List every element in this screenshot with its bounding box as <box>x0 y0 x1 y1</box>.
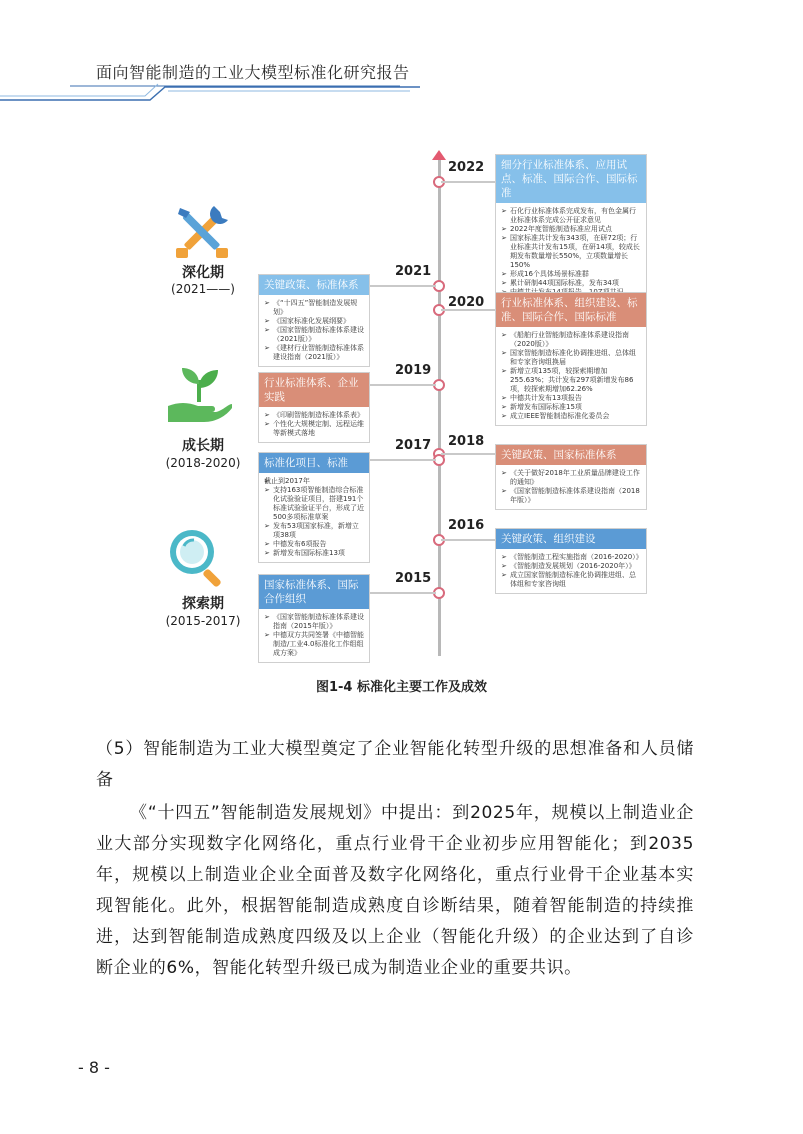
list-item: ➢ 《国家智能制造标准体系建设（2021版）》 <box>264 326 364 344</box>
box-2018 <box>495 444 647 510</box>
box-2021-list <box>259 295 369 366</box>
box-2019 <box>258 372 370 443</box>
list-item: ➢ 形成16个具体场景标准群 <box>501 270 641 279</box>
list-item: ➢ 国家标准共计发布343项，在研72项；行业标准共计发布15项，在研14项，较成长期发布数量增长550%，立项数量增长150% <box>501 234 641 270</box>
magnifier-icon <box>164 524 230 590</box>
timeline-arrow-icon <box>432 150 446 160</box>
list-item: ➢ 石化行业标准体系完成发布，有色金属行业标准体系完成公开征求意见 <box>501 207 641 225</box>
header-rule <box>0 82 803 104</box>
list-item: ➢ 成立国家智能制造标准化协调推进组、总体组和专家咨询组 <box>501 571 641 589</box>
box-2021-title: 关键政策、标准体系 <box>259 275 369 295</box>
list-item: ➢ 中德双方共同签署《中德智能制造/工业4.0标准化工作组组成方案》 <box>264 631 364 658</box>
tools-icon <box>170 200 234 264</box>
list-item: ➢ 《建材行业智能制造标准体系建设指南（2021版）》 <box>264 344 364 362</box>
phase-name-exploration: 探索期 <box>182 596 224 612</box>
box-2022-list <box>496 203 646 301</box>
list-item: ➢ 《“十四五”智能制造发展规划》 <box>264 299 364 317</box>
figure-caption: 图1-4 标准化主要工作及成效 <box>315 680 487 695</box>
box-2018-title: 关键政策、国家标准体系 <box>496 445 646 465</box>
list-item: ➢ 《国家标准化发展纲要》 <box>264 317 364 326</box>
list-item: ➢ 《国家智能制造标准体系建设指南（2018年版）》 <box>501 487 641 505</box>
list-item: ➢ 截止到2017年 <box>264 477 364 486</box>
plant-hand-icon <box>164 362 234 426</box>
year-label-2018: 2018 <box>448 434 485 449</box>
section-heading: （5）智能制造为工业大模型奠定了企业智能化转型升级的思想准备和人员储备 <box>96 739 694 790</box>
list-item: ➢ 《船舶行业智能制造标准体系建设指南（2020版）》 <box>501 331 641 349</box>
list-item: ➢ 累计研制44项国际标准，发布34项 <box>501 279 641 288</box>
box-2016 <box>495 528 647 594</box>
list-item: ➢ 中德共计发布13项报告 <box>501 394 641 403</box>
list-item: ➢ 发布53项国家标准，新增立项38项 <box>264 522 364 540</box>
list-item: ➢ 新增发布国际标准15项 <box>501 403 641 412</box>
box-2017-list <box>259 473 369 562</box>
list-item: ➢ 个性化大规模定制、远程运维等新模式落地 <box>264 420 364 438</box>
phase-range-deepening: (2021——) <box>171 282 235 296</box>
box-2020-title: 行业标准体系、组织建设、标准、国际合作、国际标准 <box>496 293 646 327</box>
list-item: ➢ 支持163项智能制造综合标准化试验验证项目，搭建191个标准试验验证平台，形成了近500多项标准草案 <box>264 486 364 522</box>
box-2019-list <box>259 407 369 442</box>
year-label-2016: 2016 <box>448 518 485 533</box>
connector-2021 <box>368 285 436 287</box>
box-2016-list <box>496 549 646 593</box>
list-item: ➢ 新增发布国际标准13项 <box>264 549 364 558</box>
running-header-title: 面向智能制造的工业大模型标准化研究报告 <box>96 63 410 82</box>
box-2016-title: 关键政策、组织建设 <box>496 529 646 549</box>
list-item: ➢ 新增立项135项，较探索期增加255.63%；共计发布297项新增发布86项，较探索期增加62.26% <box>501 367 641 394</box>
connector-2022 <box>441 181 495 183</box>
box-2020-list <box>496 327 646 425</box>
box-2015-list <box>259 609 369 662</box>
list-item: ➢ 国家智能制造标准化协调推进组、总体组和专家咨询组换届 <box>501 349 641 367</box>
list-item: ➢ 2022年度智能制造标准应用试点 <box>501 225 641 234</box>
phase-name-growth: 成长期 <box>182 438 224 454</box>
list-item: ➢ 《智能制造发展规划（2016-2020年）》 <box>501 562 641 571</box>
box-2019-title: 行业标准体系、企业实践 <box>259 373 369 407</box>
box-2017 <box>258 452 370 563</box>
box-2021 <box>258 274 370 367</box>
connector-2018 <box>441 453 495 455</box>
year-label-2020: 2020 <box>448 295 485 310</box>
connector-2019 <box>368 384 436 386</box>
year-label-2022: 2022 <box>448 160 485 175</box>
phase-range-growth: (2018-2020) <box>165 456 241 470</box>
connector-2017 <box>368 459 436 461</box>
list-item: ➢ 《印刷智能制造标准体系表》 <box>264 411 364 420</box>
box-2022-title: 细分行业标准体系、应用试点、标准、国际合作、国际标准 <box>496 155 646 203</box>
box-2020 <box>495 292 647 426</box>
box-2015-title: 国家标准体系、国际合作组织 <box>259 575 369 609</box>
phase-range-exploration: (2015-2017) <box>165 614 241 628</box>
box-2015 <box>258 574 370 663</box>
connector-2015 <box>368 592 436 594</box>
year-label-2017: 2017 <box>395 438 432 453</box>
box-2022 <box>495 154 647 302</box>
phase-name-deepening: 深化期 <box>182 265 224 281</box>
list-item: ➢ 中德发布6项报告 <box>264 540 364 549</box>
connector-2016 <box>441 539 495 541</box>
timeline-axis <box>438 156 441 656</box>
list-item: ➢ 《智能制造工程实施指南（2016-2020）》 <box>501 553 641 562</box>
box-2018-list <box>496 465 646 509</box>
list-item: ➢ 成立IEEE智能制造标准化委员会 <box>501 412 641 421</box>
year-label-2021: 2021 <box>395 264 432 279</box>
list-item: ➢ 《国家智能制造标准体系建设指南（2015年版）》 <box>264 613 364 631</box>
list-item: ➢ 《关于做好2018年工业质量品牌建设工作的通知》 <box>501 469 641 487</box>
page-number: - 8 - <box>78 1058 110 1077</box>
body-paragraph: 《“十四五”智能制造发展规划》中提出：到2025年，规模以上制造业企业大部分实现数字化网络化，重点行业骨干企业初步应用智能化；到2035年，规模以上制造业企业全面普及数字化网络化，重点行业骨干企业基本实现智能化。此外，根据智能制造成熟度自诊断结果，随着智能制造的持续推进，达到智能制造成熟度四级及以上企业（智能化升级）的企业达到了自诊断企业的6%，智能化转型升级已成为制造业企业的重要共识。 <box>96 803 694 978</box>
box-2017-title: 标准化项目、标准 <box>259 453 369 473</box>
year-label-2019: 2019 <box>395 363 432 378</box>
year-label-2015: 2015 <box>395 571 432 586</box>
timeline-figure <box>150 150 650 660</box>
